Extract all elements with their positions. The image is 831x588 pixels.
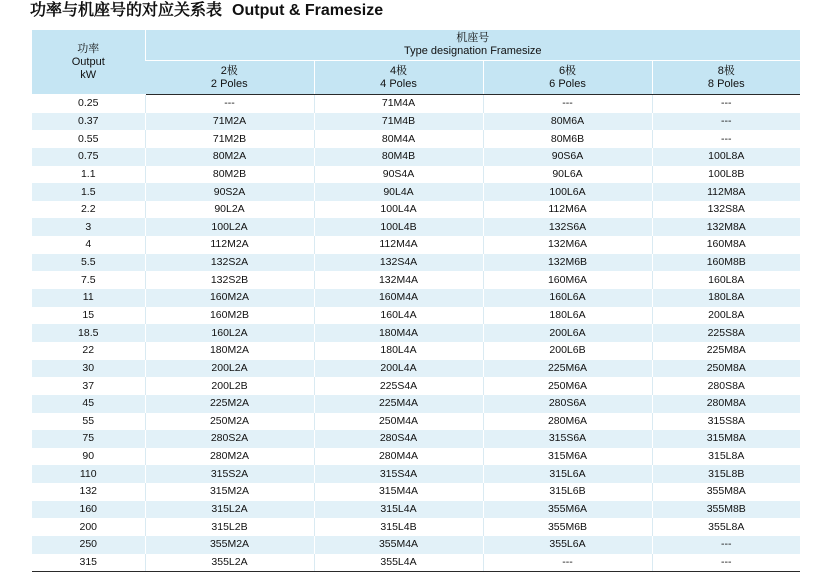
frame-4-poles-cell: 315L4B <box>314 518 483 536</box>
frame-4-poles-cell: 180L4A <box>314 342 483 360</box>
output-cell: 37 <box>32 377 145 395</box>
frame-4-poles-cell: 315S4A <box>314 465 483 483</box>
frame-8-poles-cell: --- <box>652 130 800 148</box>
poles-header-cn: 2极 <box>220 64 238 77</box>
frame-6-poles-cell: 80M6B <box>483 130 652 148</box>
frame-4-poles-cell: 80M4B <box>314 148 483 166</box>
table-row <box>32 377 800 395</box>
frame-6-poles-cell: 200L6A <box>483 324 652 342</box>
framesize-table-container <box>32 30 800 572</box>
frame-2-poles-cell: 100L2A <box>145 218 314 236</box>
frame-6-poles-cell: 80M6A <box>483 113 652 131</box>
frame-6-poles-cell: 200L6B <box>483 342 652 360</box>
frame-2-poles-cell: 200L2A <box>145 360 314 378</box>
frame-4-poles-cell: 112M4A <box>314 236 483 254</box>
frame-2-poles-cell: 280M2A <box>145 448 314 466</box>
table-row <box>32 113 800 131</box>
frame-4-poles-cell: 71M4A <box>314 95 483 113</box>
table-row <box>32 183 800 201</box>
output-cell: 45 <box>32 395 145 413</box>
frame-2-poles-cell: 180M2A <box>145 342 314 360</box>
frame-8-poles-cell: 315S8A <box>652 413 800 431</box>
table-row <box>32 307 800 325</box>
designation-group-header <box>145 30 800 61</box>
frame-6-poles-cell: 160M6A <box>483 271 652 289</box>
frame-8-poles-cell: 280M8A <box>652 395 800 413</box>
output-cell: 2.2 <box>32 201 145 219</box>
output-cell: 90 <box>32 448 145 466</box>
output-cell: 5.5 <box>32 254 145 272</box>
output-cell: 250 <box>32 536 145 554</box>
frame-2-poles-cell: 280S2A <box>145 430 314 448</box>
table-body <box>32 95 800 572</box>
frame-6-poles-cell: 112M6A <box>483 201 652 219</box>
output-cell: 55 <box>32 413 145 431</box>
output-cell: 0.75 <box>32 148 145 166</box>
frame-8-poles-cell: --- <box>652 95 800 113</box>
frame-6-poles-cell: 315L6A <box>483 465 652 483</box>
table-row <box>32 130 800 148</box>
frame-2-poles-cell: 315L2A <box>145 501 314 519</box>
frame-8-poles-cell: 225S8A <box>652 324 800 342</box>
frame-4-poles-cell: 132S4A <box>314 254 483 272</box>
frame-4-poles-cell: 280M4A <box>314 448 483 466</box>
frame-8-poles-cell: --- <box>652 113 800 131</box>
frame-4-poles-cell: 71M4B <box>314 113 483 131</box>
table-row <box>32 218 800 236</box>
frame-4-poles-cell: 160L4A <box>314 307 483 325</box>
output-cell: 7.5 <box>32 271 145 289</box>
page-title-cn: 功率与机座号的对应关系表 <box>30 2 223 19</box>
frame-8-poles-cell: 315L8B <box>652 465 800 483</box>
output-cell: 22 <box>32 342 145 360</box>
output-cell: 132 <box>32 483 145 501</box>
table-row <box>32 483 800 501</box>
frame-6-poles-cell: 90L6A <box>483 166 652 184</box>
output-header-cn: 功率 <box>77 42 100 55</box>
frame-6-poles-cell: 280S6A <box>483 395 652 413</box>
frame-2-poles-cell: 90L2A <box>145 201 314 219</box>
table-row <box>32 395 800 413</box>
poles-8-header <box>652 61 800 95</box>
frame-8-poles-cell: 100L8A <box>652 148 800 166</box>
output-cell: 75 <box>32 430 145 448</box>
table-row <box>32 413 800 431</box>
frame-8-poles-cell: 180L8A <box>652 289 800 307</box>
frame-2-poles-cell: 71M2A <box>145 113 314 131</box>
frame-4-poles-cell: 90S4A <box>314 166 483 184</box>
frame-6-poles-cell: --- <box>483 554 652 572</box>
table-row <box>32 271 800 289</box>
page-title-en: Output & Framesize <box>232 2 384 19</box>
frame-4-poles-cell: 355L4A <box>314 554 483 572</box>
designation-header-cn: 机座号 <box>456 32 490 44</box>
frame-2-poles-cell: 200L2B <box>145 377 314 395</box>
frame-4-poles-cell: 355M4A <box>314 536 483 554</box>
table-row <box>32 430 800 448</box>
frame-6-poles-cell: 180L6A <box>483 307 652 325</box>
table-row <box>32 501 800 519</box>
frame-8-poles-cell: 280S8A <box>652 377 800 395</box>
frame-6-poles-cell: 280M6A <box>483 413 652 431</box>
output-cell: 15 <box>32 307 145 325</box>
poles-header-cn: 6极 <box>558 64 577 77</box>
table-row <box>32 518 800 536</box>
output-cell: 18.5 <box>32 324 145 342</box>
poles-header-cn: 4极 <box>389 64 408 77</box>
table-row <box>32 448 800 466</box>
frame-6-poles-cell: --- <box>483 95 652 113</box>
frame-6-poles-cell: 355L6A <box>483 536 652 554</box>
poles-header-cn: 8极 <box>717 64 735 77</box>
frame-2-poles-cell: 315S2A <box>145 465 314 483</box>
frame-6-poles-cell: 315M6A <box>483 448 652 466</box>
output-cell: 160 <box>32 501 145 519</box>
table-row <box>32 324 800 342</box>
frame-4-poles-cell: 100L4B <box>314 218 483 236</box>
frame-8-poles-cell: 355M8A <box>652 483 800 501</box>
frame-4-poles-cell: 315L4A <box>314 501 483 519</box>
table-row <box>32 95 800 113</box>
frame-2-poles-cell: 132S2B <box>145 271 314 289</box>
output-cell: 30 <box>32 360 145 378</box>
frame-6-poles-cell: 132M6B <box>483 254 652 272</box>
frame-6-poles-cell: 90S6A <box>483 148 652 166</box>
poles-4-header <box>314 61 483 95</box>
frame-8-poles-cell: 355L8A <box>652 518 800 536</box>
frame-2-poles-cell: 160M2A <box>145 289 314 307</box>
table-header <box>32 30 800 95</box>
poles-header-en: 6 Poles <box>549 77 586 90</box>
output-cell: 0.37 <box>32 113 145 131</box>
frame-4-poles-cell: 225S4A <box>314 377 483 395</box>
frame-2-poles-cell: 112M2A <box>145 236 314 254</box>
table-row <box>32 289 800 307</box>
designation-header-en: Type designation Framesize <box>403 45 542 57</box>
table-row <box>32 236 800 254</box>
frame-8-poles-cell: 132S8A <box>652 201 800 219</box>
poles-2-header <box>145 61 314 95</box>
frame-8-poles-cell: --- <box>652 536 800 554</box>
page-title <box>30 0 383 22</box>
frame-6-poles-cell: 225M6A <box>483 360 652 378</box>
frame-4-poles-cell: 100L4A <box>314 201 483 219</box>
frame-8-poles-cell: 250M8A <box>652 360 800 378</box>
frame-2-poles-cell: 90S2A <box>145 183 314 201</box>
frame-8-poles-cell: 200L8A <box>652 307 800 325</box>
frame-2-poles-cell: 160M2B <box>145 307 314 325</box>
frame-8-poles-cell: 160M8B <box>652 254 800 272</box>
frame-8-poles-cell: 132M8A <box>652 218 800 236</box>
frame-2-poles-cell: 71M2B <box>145 130 314 148</box>
frame-2-poles-cell: 355M2A <box>145 536 314 554</box>
frame-8-poles-cell: 160M8A <box>652 236 800 254</box>
frame-2-poles-cell: 250M2A <box>145 413 314 431</box>
frame-8-poles-cell: 225M8A <box>652 342 800 360</box>
frame-6-poles-cell: 315L6B <box>483 483 652 501</box>
frame-6-poles-cell: 250M6A <box>483 377 652 395</box>
frame-4-poles-cell: 250M4A <box>314 413 483 431</box>
table-row <box>32 148 800 166</box>
output-header-unit: kW <box>80 68 97 81</box>
frame-2-poles-cell: 80M2A <box>145 148 314 166</box>
frame-8-poles-cell: --- <box>652 554 800 572</box>
frame-4-poles-cell: 80M4A <box>314 130 483 148</box>
table-row <box>32 254 800 272</box>
output-cell: 110 <box>32 465 145 483</box>
table-row <box>32 465 800 483</box>
table-row <box>32 554 800 572</box>
frame-6-poles-cell: 355M6A <box>483 501 652 519</box>
frame-8-poles-cell: 160L8A <box>652 271 800 289</box>
frame-4-poles-cell: 225M4A <box>314 395 483 413</box>
output-cell: 11 <box>32 289 145 307</box>
frame-2-poles-cell: 225M2A <box>145 395 314 413</box>
frame-6-poles-cell: 132S6A <box>483 218 652 236</box>
output-cell: 3 <box>32 218 145 236</box>
poles-header-en: 8 Poles <box>707 77 745 90</box>
table-row <box>32 536 800 554</box>
poles-6-header <box>483 61 652 95</box>
frame-4-poles-cell: 280S4A <box>314 430 483 448</box>
frame-4-poles-cell: 315M4A <box>314 483 483 501</box>
output-cell: 1.5 <box>32 183 145 201</box>
output-cell: 200 <box>32 518 145 536</box>
frame-6-poles-cell: 355M6B <box>483 518 652 536</box>
frame-8-poles-cell: 315M8A <box>652 430 800 448</box>
frame-4-poles-cell: 180M4A <box>314 324 483 342</box>
output-cell: 1.1 <box>32 166 145 184</box>
frame-2-poles-cell: 315L2B <box>145 518 314 536</box>
frame-2-poles-cell: --- <box>145 95 314 113</box>
poles-header-en: 2 Poles <box>210 77 248 90</box>
table-row <box>32 201 800 219</box>
frame-2-poles-cell: 315M2A <box>145 483 314 501</box>
output-cell: 4 <box>32 236 145 254</box>
table-row <box>32 166 800 184</box>
frame-2-poles-cell: 80M2B <box>145 166 314 184</box>
output-cell: 0.55 <box>32 130 145 148</box>
frame-4-poles-cell: 90L4A <box>314 183 483 201</box>
frame-8-poles-cell: 112M8A <box>652 183 800 201</box>
output-cell: 0.25 <box>32 95 145 113</box>
table-row <box>32 342 800 360</box>
frame-4-poles-cell: 132M4A <box>314 271 483 289</box>
frame-8-poles-cell: 355M8B <box>652 501 800 519</box>
output-header-en: Output <box>71 55 105 68</box>
output-column-header <box>32 30 145 95</box>
frame-4-poles-cell: 200L4A <box>314 360 483 378</box>
frame-2-poles-cell: 132S2A <box>145 254 314 272</box>
frame-4-poles-cell: 160M4A <box>314 289 483 307</box>
frame-8-poles-cell: 100L8B <box>652 166 800 184</box>
frame-6-poles-cell: 160L6A <box>483 289 652 307</box>
frame-8-poles-cell: 315L8A <box>652 448 800 466</box>
frame-6-poles-cell: 315S6A <box>483 430 652 448</box>
frame-2-poles-cell: 160L2A <box>145 324 314 342</box>
output-cell: 315 <box>32 554 145 572</box>
frame-2-poles-cell: 355L2A <box>145 554 314 572</box>
output-framesize-table <box>32 30 800 572</box>
table-row <box>32 360 800 378</box>
frame-6-poles-cell: 132M6A <box>483 236 652 254</box>
poles-header-en: 4 Poles <box>380 77 417 90</box>
frame-6-poles-cell: 100L6A <box>483 183 652 201</box>
